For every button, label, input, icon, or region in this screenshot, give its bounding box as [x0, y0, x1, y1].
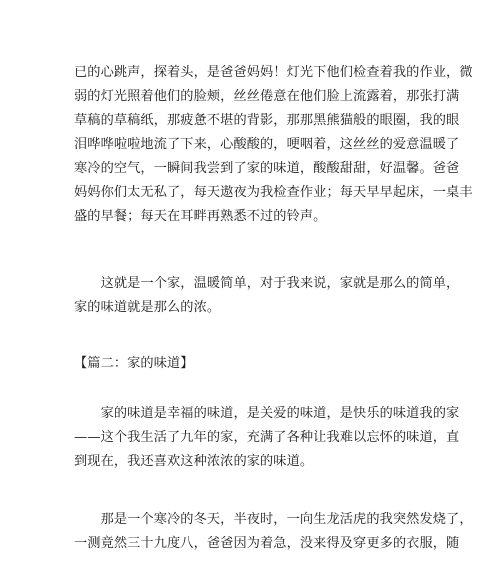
text-line: 一测竟然三十九度八，爸爸因为着急，没来得及穿更多的衣服，随	[74, 536, 460, 551]
text-line: 已的心跳声，探着头，是爸爸妈妈！灯光下他们检查着我的作业，微	[74, 65, 473, 80]
text-line: 这就是一个家，温暖简单，对于我来说，家就是那么的简单，	[74, 276, 460, 291]
text-line: 盛的早餐；每天在耳畔再熟悉不过的铃声。	[74, 209, 327, 224]
text-line: 草稿的草稿纸，那疲惫不堪的背影，那那黑熊猫般的眼圈，我的眼	[74, 113, 460, 128]
heading-text: 【篇二：家的味道】	[74, 356, 194, 371]
paragraph-3	[74, 402, 460, 474]
text-line: 家的味道是幸福的味道，是关爱的味道，是快乐的味道我的家	[74, 406, 460, 421]
paragraph-2	[74, 272, 460, 320]
paragraph-1	[74, 61, 473, 229]
text-line: 到现在，我还喜欢这种浓浓的家的味道。	[74, 454, 314, 469]
text-line: 弱的灯光照着他们的脸颊，丝丝倦意在他们脸上流露着，那张打满	[74, 89, 460, 104]
text-line: ——这个我生活了九年的家，充满了各种让我难以忘怀的味道，直	[74, 430, 460, 445]
text-line: 家的味道就是那么的浓。	[74, 300, 221, 315]
text-line: 那是一个寒冷的冬天，半夜时，一向生龙活虎的我突然发烧了，	[74, 512, 473, 527]
paragraph-4	[74, 508, 473, 556]
text-line: 泪哗哗啦啦地流了下来，心酸酸的，哽咽着，这丝丝的爱意温暖了	[74, 137, 460, 152]
text-line: 寒冷的空气，一瞬间我尝到了家的味道，酸酸甜甜，好温馨。爸爸	[74, 161, 460, 176]
section-heading	[74, 352, 444, 376]
text-line: 妈妈你们太无私了，每天遨夜为我检查作业；每天早早起床，一桌丰	[74, 185, 473, 200]
